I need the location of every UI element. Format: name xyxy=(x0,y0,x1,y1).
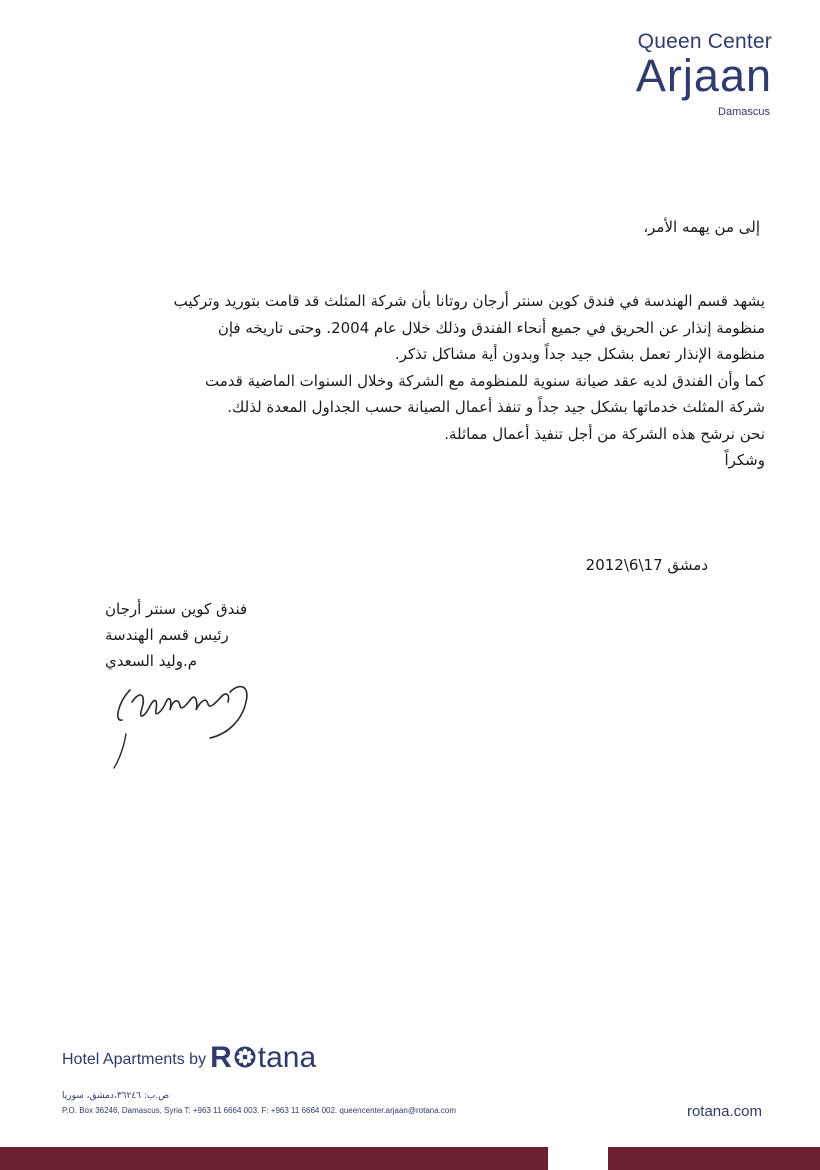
body-paragraph-4: وشكراً xyxy=(724,451,765,469)
letter-salutation: إلى من يهمه الأمر، xyxy=(643,218,760,236)
signature-block xyxy=(105,596,305,674)
logo-brand-main: Arjaan xyxy=(635,50,772,101)
handwritten-signature xyxy=(100,672,270,772)
footer-bar-gap xyxy=(548,1147,608,1170)
hotel-logo xyxy=(636,30,772,118)
signature-name: م.وليد السعدي xyxy=(105,652,198,670)
footer-website: rotana.com xyxy=(686,1103,762,1120)
body-paragraph-2: كما وأن الفندق لديه عقد صيانة سنوية للمنظومة مع الشركة وخلال السنوات الماضية قدمت شركة المثلث خدماتها بشكل جيد جداً و تنفذ أعمال الصيانة حسب الجداول المعدة لذلك. xyxy=(205,371,765,416)
signature-hotel: فندق كوين سنتر أرجان xyxy=(105,600,248,618)
body-paragraph-3: نحن نرشح هذه الشركة من أجل تنفيذ أعمال مماثلة. xyxy=(444,424,765,443)
signature-title: رئيس قسم الهندسة xyxy=(105,626,229,644)
footer-address: P.O. Box 36246, Damascus, Syria T: +963 11 6664 003. F: +963 11 6664 002. queencenter.arjaan@rotana.com xyxy=(62,1106,457,1115)
logo-brand-top: Queen Center xyxy=(637,30,772,53)
letter-date: دمشق 17\6\2012 xyxy=(585,556,708,574)
footer-brand-prefix: Hotel Apartments by xyxy=(62,1051,207,1068)
rotana-logo-r: R xyxy=(210,1041,232,1074)
footer-brand xyxy=(62,1043,316,1073)
body-paragraph-1: يشهد قسم الهندسة في فندق كوين سنتر أرجان روتانا بأن شركة المثلث قد قامت بتوريد وتركيب منظومة إنذار عن الحريق في جميع أنحاء الفندق وذلك خلال عام 2004. وحتى تاريخه فإن منظومة الإنذار تعمل بشكل جيد جداً وبدون أية مشاكل تذكر. xyxy=(173,292,765,363)
footer-color-bar xyxy=(0,1147,820,1170)
letter-body xyxy=(165,288,765,474)
logo-brand-city: Damascus xyxy=(718,106,770,118)
rotana-logo xyxy=(210,1043,316,1073)
rotana-flower-icon xyxy=(233,1045,257,1069)
footer-address-arabic: ص.ب: ٣٦٢٤٦،دمشق، سوريا xyxy=(62,1091,170,1101)
rotana-logo-rest: tana xyxy=(257,1041,317,1074)
